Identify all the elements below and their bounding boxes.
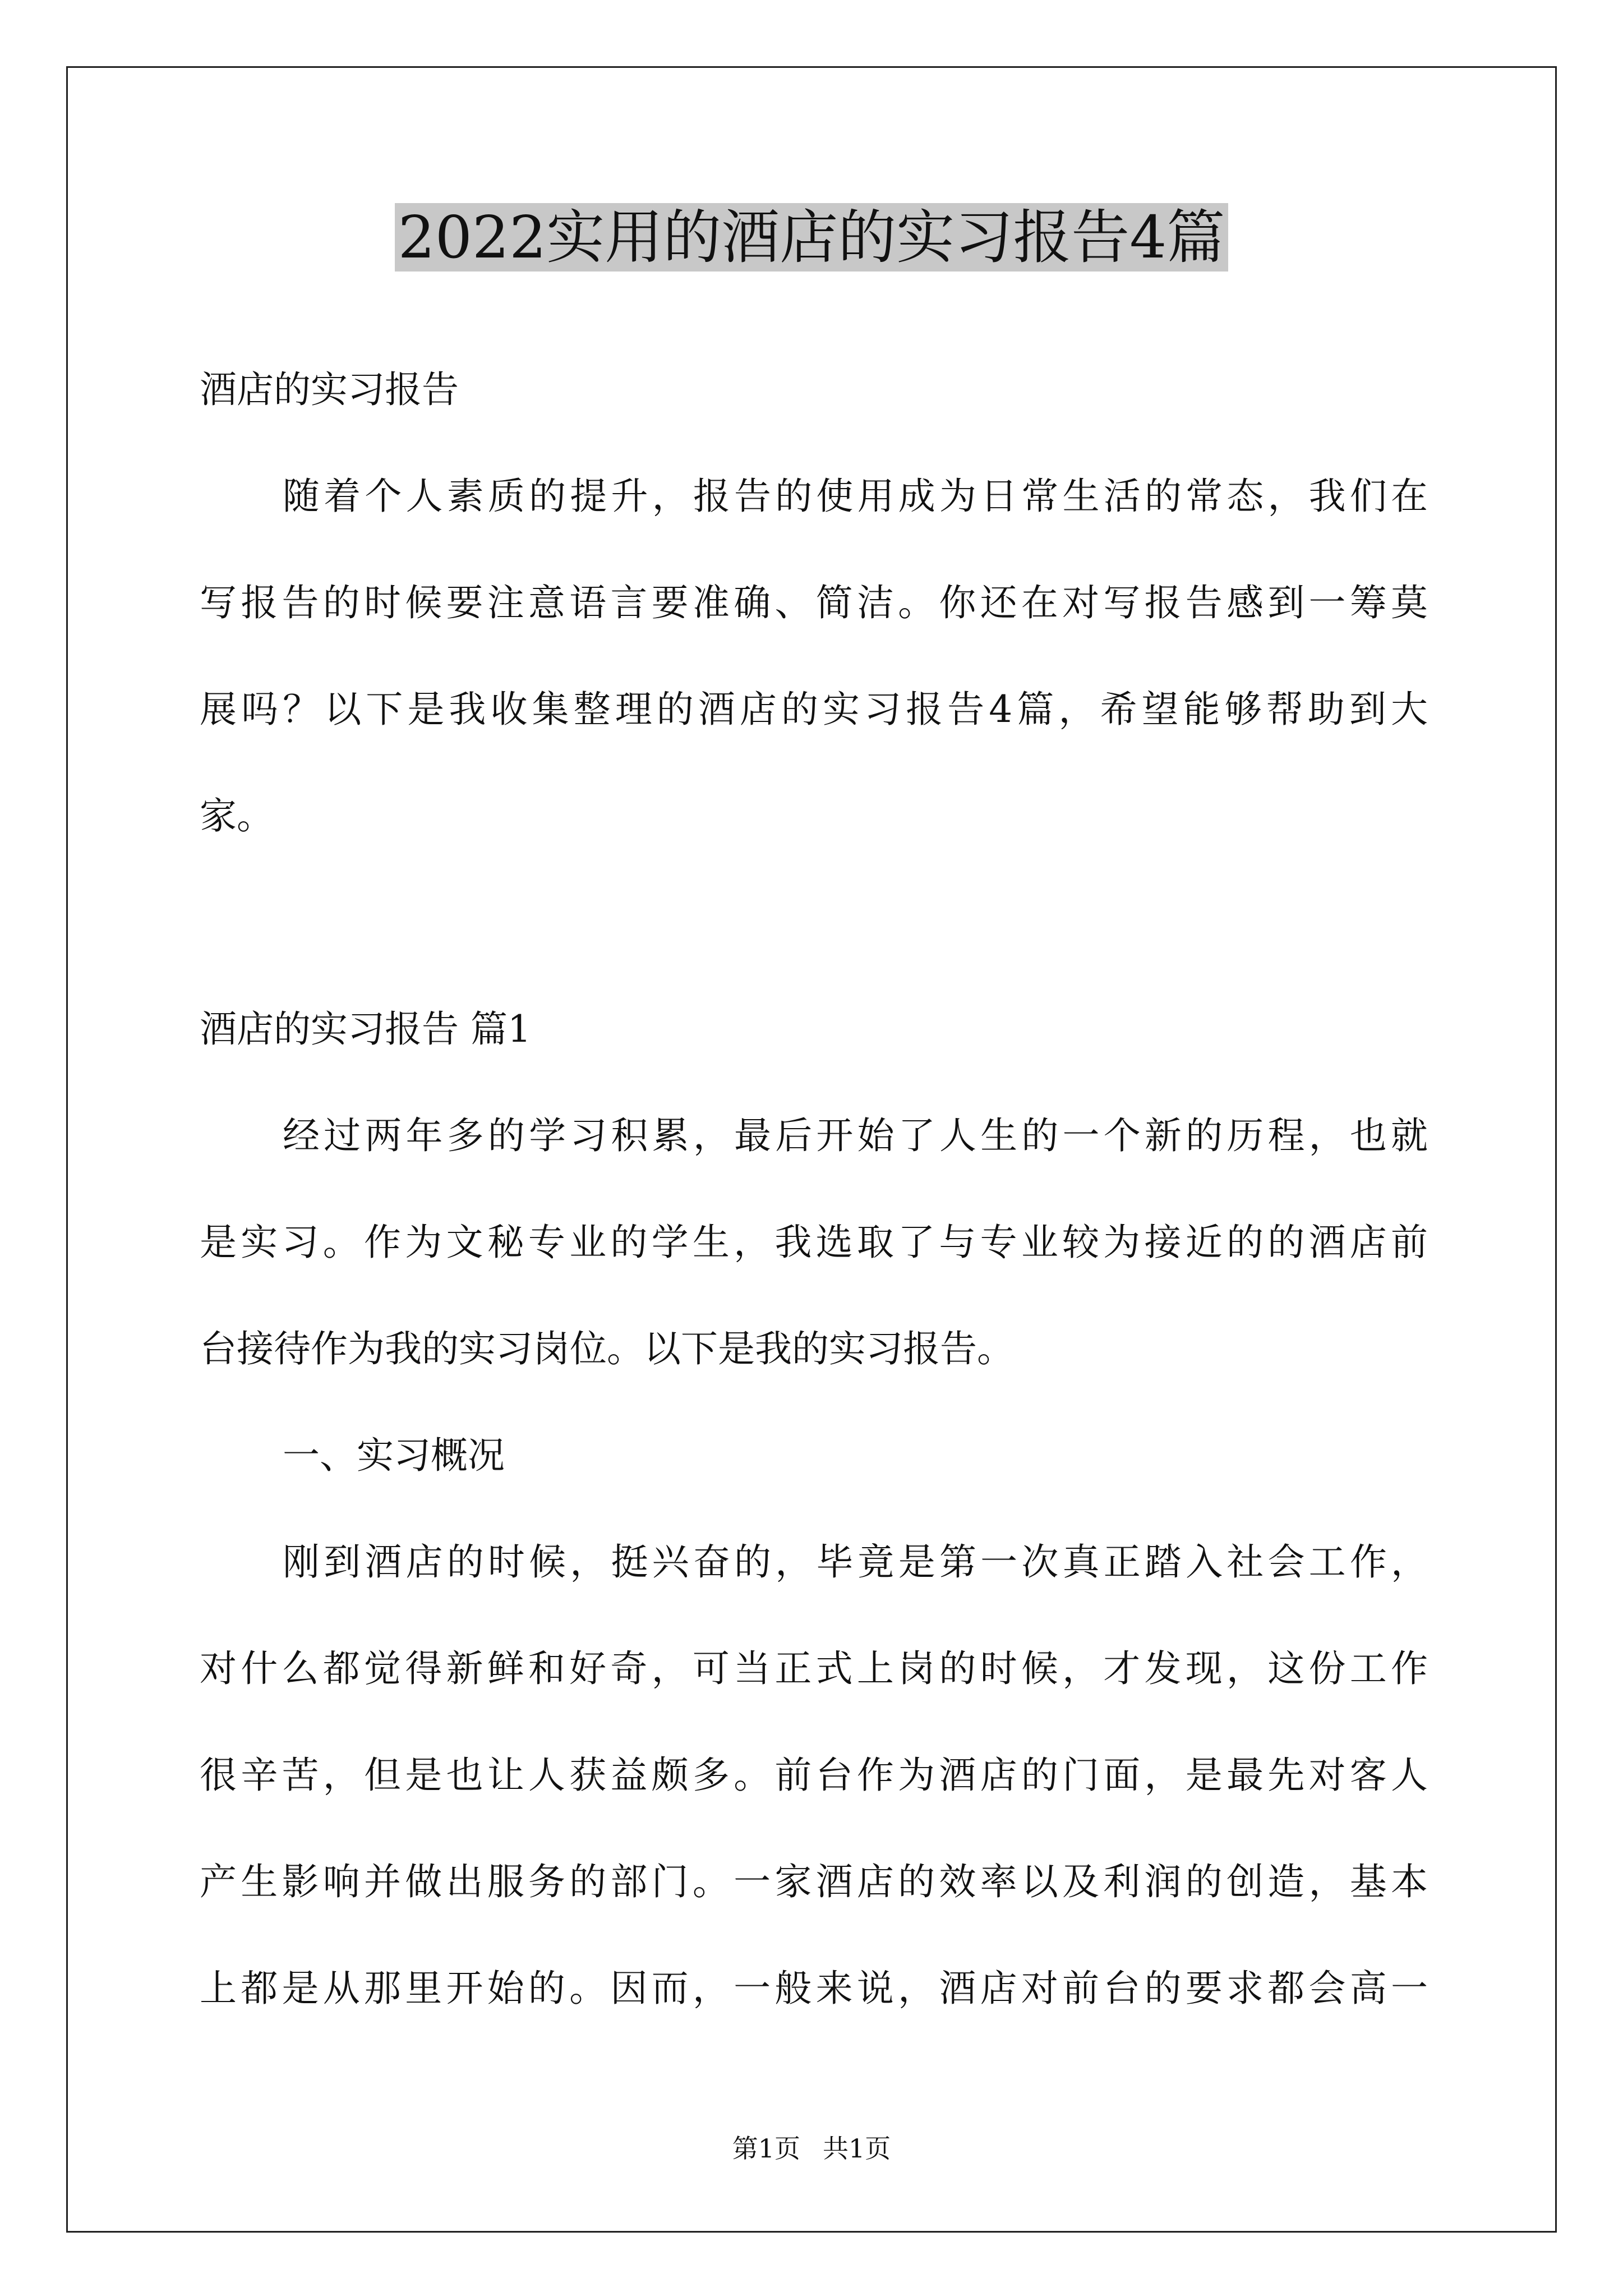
article-paragraph-line: 很辛苦，但是也让人获益颇多。前台作为酒店的门面，是最先对客人: [200, 1754, 1428, 1797]
intro-paragraph-line: 家。: [200, 794, 274, 838]
intro-paragraph-line: 随着个人素质的提升，报告的使用成为日常生活的常态，我们在: [283, 475, 1428, 518]
intro-paragraph-line: 展吗？以下是我收集整理的酒店的实习报告4篇，希望能够帮助到大: [200, 688, 1428, 731]
article-paragraph-line: 台接待作为我的实习岗位。以下是我的实习报告。: [200, 1327, 1014, 1370]
page-number: 第1页: [732, 2133, 800, 2164]
article-paragraph-line: 刚到酒店的时候，挺兴奋的，毕竟是第一次真正踏入社会工作，: [283, 1540, 1428, 1584]
article-heading: 酒店的实习报告 篇1: [200, 1007, 531, 1051]
document-title-text: 2022实用的酒店的实习报告4篇: [395, 203, 1229, 272]
article-paragraph-line: 上都是从那里开始的。因而，一般来说，酒店对前台的要求都会高一: [200, 1967, 1428, 2010]
intro-heading: 酒店的实习报告: [200, 368, 459, 411]
intro-paragraph-line: 写报告的时候要注意语言要准确、简洁。你还在对写报告感到一筹莫: [200, 581, 1428, 624]
article-paragraph-line: 对什么都觉得新鲜和好奇，可当正式上岗的时候，才发现，这份工作: [200, 1647, 1428, 1690]
article-paragraph-line: 产生影响并做出服务的部门。一家酒店的效率以及利润的创造，基本: [200, 1860, 1428, 1903]
article-paragraph-line: 经过两年多的学习积累，最后开始了人生的一个新的历程，也就: [283, 1114, 1428, 1157]
page-total: 共1页: [823, 2133, 891, 2164]
section-spacer: [200, 869, 1428, 976]
section-heading: 一、实习概况: [283, 1434, 505, 1477]
document-title: [0, 195, 1623, 279]
article-paragraph-line: 是实习。作为文秘专业的学生，我选取了与专业较为接近的的酒店前: [200, 1221, 1428, 1264]
document-body: [200, 337, 1428, 2042]
page-footer: [0, 2132, 1623, 2165]
